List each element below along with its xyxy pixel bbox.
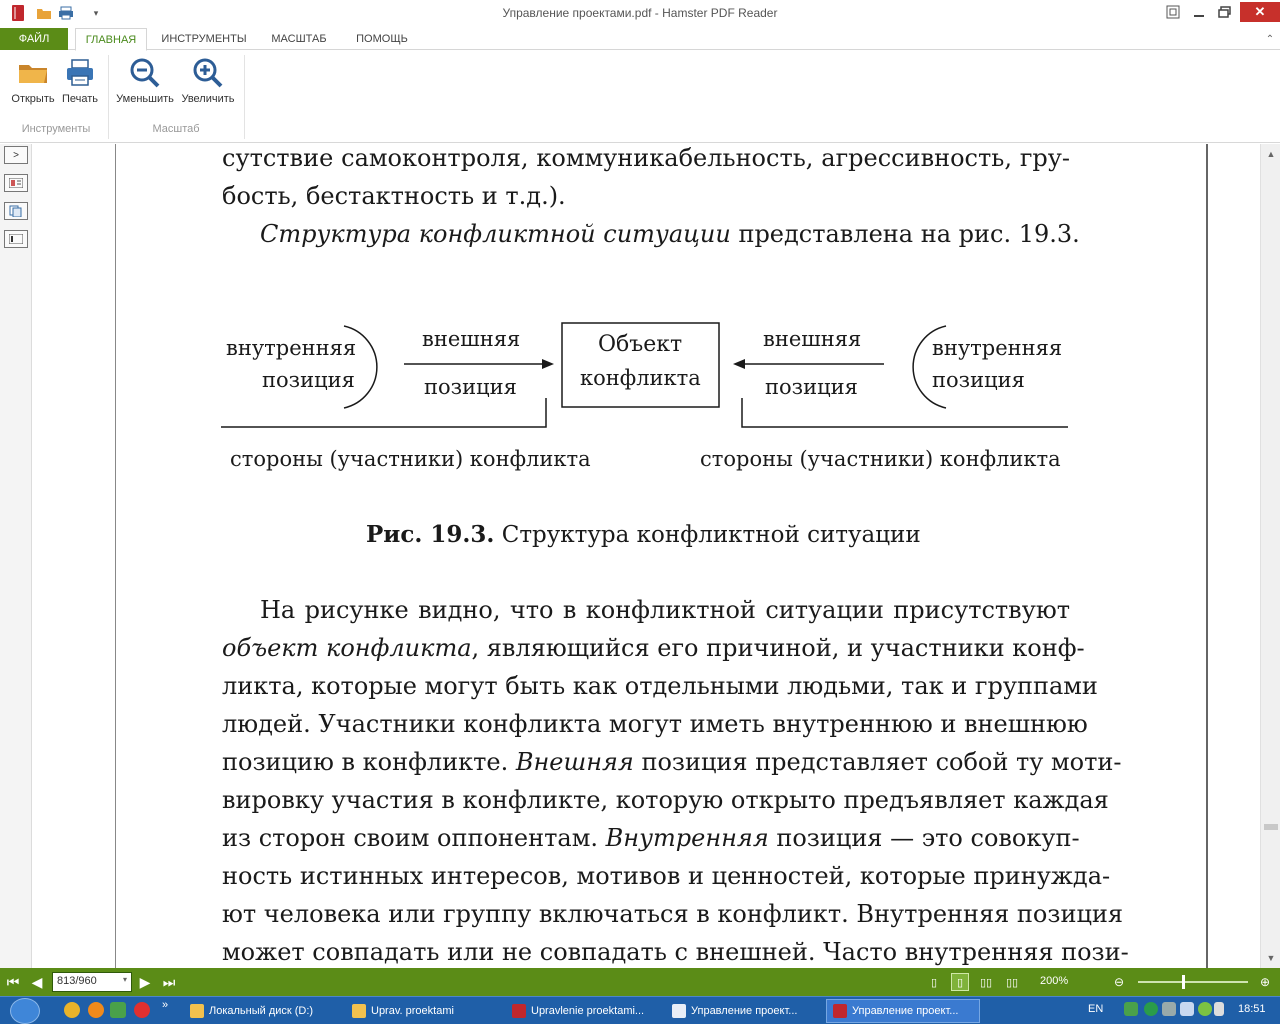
text-line: На рисунке видно, что в конфликтной ситуации присутствуют	[260, 596, 1070, 624]
network-icon[interactable]	[1214, 1002, 1224, 1016]
tray-icon[interactable]	[1162, 1002, 1176, 1016]
left-parties-bracket	[221, 398, 546, 427]
text-line: ность истинных интересов, мотивов и ценностей, которые принужда-	[222, 862, 1111, 890]
task-local-disk[interactable]	[184, 999, 340, 1023]
zoom-plus-icon[interactable]: ⊕	[1259, 975, 1271, 989]
diagram-label: Объект	[598, 332, 683, 357]
text-fragment: позиция представляет собой ту моти-	[633, 748, 1122, 776]
zoom-slider-thumb[interactable]	[1182, 975, 1185, 989]
diagram-label: внешняя	[763, 327, 862, 351]
title-bar	[0, 0, 1280, 27]
collapse-ribbon-icon[interactable]: ⌃	[1265, 33, 1275, 45]
task-upravlenie[interactable]	[506, 999, 662, 1023]
yandex-icon[interactable]	[134, 1002, 150, 1018]
right-parties-bracket	[742, 398, 1068, 427]
text-line: бость, бестактность и т.д.).	[222, 182, 566, 210]
page-dropdown-icon[interactable]: ▾	[122, 975, 127, 984]
more-icon[interactable]: »	[162, 999, 169, 1011]
two-page-view-icon[interactable]: ▯▯	[979, 976, 993, 989]
task-hamster-pdf[interactable]	[826, 999, 980, 1023]
text-line	[222, 748, 1122, 776]
text-line: может совпадать или не совпадать с внешней. Часто внутренняя пози-	[222, 938, 1129, 966]
tab-zoom[interactable]: МАСШТАБ	[271, 33, 327, 45]
taskbar	[0, 996, 1280, 1024]
pages-icon[interactable]	[4, 202, 28, 220]
right-arrow-head	[733, 359, 745, 369]
text-fragment: позиция — это совокуп-	[768, 824, 1080, 852]
italic-term: Структура конфликтной ситуации	[260, 220, 731, 248]
task-label: Управление проект...	[852, 1005, 959, 1017]
group-tools-label: Инструменты	[21, 123, 91, 135]
pdf-page	[115, 144, 1208, 968]
text-fragment: представлена на рис. 19.3.	[730, 220, 1080, 248]
vertical-scrollbar[interactable]	[1260, 144, 1280, 968]
zoom-out-label: Уменьшить	[116, 93, 174, 105]
folder-icon	[190, 1004, 204, 1018]
two-page-continuous-view-icon[interactable]: ▯▯	[1005, 976, 1019, 989]
window-title: Управление проектами.pdf - Hamster PDF Reader	[502, 6, 778, 20]
continuous-view-icon[interactable]: ▯	[951, 973, 969, 991]
page-number-value: 813/960	[57, 975, 97, 987]
task-uprav-folder[interactable]	[346, 999, 502, 1023]
printer-icon	[64, 57, 96, 89]
text-fragment: , являющийся его причиной, и участники конф-	[471, 634, 1085, 662]
zoom-level: 200%	[1040, 975, 1069, 987]
print-button[interactable]	[58, 57, 102, 109]
diagram-label: внешняя	[422, 327, 521, 351]
folder-icon	[352, 1004, 366, 1018]
next-page-icon[interactable]: ▶	[139, 973, 151, 990]
tray-app-icon[interactable]	[1124, 1002, 1138, 1016]
tab-tools[interactable]: ИНСТРУМЕНТЫ	[161, 33, 247, 45]
text-line	[260, 220, 1080, 248]
prev-page-icon[interactable]: ◀	[31, 973, 43, 990]
menu-bar	[0, 28, 1280, 50]
figure-caption	[366, 521, 921, 549]
diagram-label: позиция	[932, 368, 1025, 392]
text-fragment: из сторон своим оппонентам.	[222, 824, 606, 852]
scroll-up-icon[interactable]: ▲	[1266, 149, 1276, 159]
diagram-label: позиция	[424, 375, 517, 399]
text-line: вировку участия в конфликте, которую открыто предъявляет каждая	[222, 786, 1109, 814]
diagram-label: позиция	[262, 368, 355, 392]
task-label: Uprav. proektami	[371, 1005, 454, 1017]
text-line: ликта, которые могут быть как отдельными людьми, так и группами	[222, 672, 1098, 700]
diagram-label: позиция	[765, 375, 858, 399]
quick-access-dropdown-icon[interactable]: ▾	[93, 7, 99, 18]
group-zoom-label: Масштаб	[152, 123, 200, 135]
flag-icon[interactable]	[1180, 1002, 1194, 1016]
zoom-out-icon	[129, 57, 161, 89]
check-icon[interactable]	[1144, 1002, 1158, 1016]
close-icon[interactable]: ✕	[1240, 2, 1280, 22]
print-label: Печать	[61, 93, 99, 105]
caption-number: Рис. 19.3.	[366, 521, 495, 548]
group-separator	[244, 55, 245, 139]
open-button[interactable]	[8, 57, 58, 109]
caption-text: Структура конфликтной ситуации	[494, 522, 921, 548]
zoom-out-button[interactable]	[112, 57, 178, 109]
maximize-icon[interactable]	[1212, 2, 1238, 22]
status-bar	[0, 968, 1280, 996]
zoom-in-button[interactable]	[178, 57, 238, 109]
clock[interactable]: 18:51	[1238, 1003, 1266, 1015]
start-button[interactable]	[10, 998, 40, 1024]
ribbon	[0, 51, 1280, 143]
chrome-icon[interactable]	[64, 1002, 80, 1018]
italic-term: объект конфликта	[222, 634, 472, 662]
task-label: Локальный диск (D:)	[209, 1005, 314, 1017]
diagram-label: внутренняя	[226, 336, 357, 360]
text-line: сутствие самоконтроля, коммуникабельность, агрессивность, гру-	[222, 144, 1070, 172]
open-label: Открыть	[11, 93, 55, 105]
last-page-icon[interactable]: ⏭	[162, 973, 176, 990]
document-icon	[672, 1004, 686, 1018]
language-indicator[interactable]: EN	[1088, 1003, 1104, 1015]
minimize-icon[interactable]	[1186, 2, 1212, 22]
diagram-label: стороны (участники) конфликта	[700, 447, 1061, 471]
tab-home[interactable]: ГЛАВНАЯ	[75, 28, 147, 51]
left-arrow-head	[542, 359, 554, 369]
italic-term: Внутренняя	[605, 824, 769, 852]
diagram-label: стороны (участники) конфликта	[230, 447, 591, 471]
mail-icon[interactable]	[88, 1002, 104, 1018]
scroll-down-icon[interactable]: ▼	[1266, 953, 1276, 963]
info-icon[interactable]	[1198, 1002, 1212, 1016]
thumbnails-icon[interactable]	[4, 174, 28, 192]
zoom-in-label: Увеличить	[181, 93, 235, 105]
side-panel	[0, 144, 32, 968]
diagram-label: конфликта	[580, 366, 701, 390]
text-fragment: позицию в конфликте.	[222, 748, 516, 776]
document-viewer[interactable]	[33, 144, 1260, 968]
text-line: людей. Участники конфликта могут иметь внутреннюю и внешнюю	[222, 710, 1088, 738]
single-page-view-icon[interactable]: ▯	[930, 976, 938, 989]
first-page-icon[interactable]: ⏮	[6, 973, 20, 990]
zoom-slider-track[interactable]	[1138, 981, 1248, 983]
text-line	[222, 634, 1085, 662]
scroll-thumb[interactable]	[1264, 824, 1278, 830]
text-line: ют человека или группу включаться в конфликт. Внутренняя позиция	[222, 900, 1124, 928]
italic-term: Внешняя	[515, 748, 634, 776]
group-separator	[108, 55, 109, 139]
pdf-reader-icon	[833, 1004, 847, 1018]
bookmarks-icon[interactable]	[4, 230, 28, 248]
task-label: Upravlenie proektami...	[531, 1005, 645, 1017]
expand-panel-icon[interactable]: >	[4, 146, 28, 164]
app-icon[interactable]	[110, 1002, 126, 1018]
task-label: Управление проект...	[691, 1005, 798, 1017]
pdf-icon	[512, 1004, 526, 1018]
file-menu[interactable]: ФАЙЛ	[0, 28, 68, 50]
tab-help[interactable]: ПОМОЩЬ	[356, 33, 408, 45]
zoom-in-icon	[192, 57, 224, 89]
page-number-field[interactable]	[52, 972, 132, 992]
diagram-label: внутренняя	[932, 336, 1063, 360]
open-folder-icon	[17, 57, 49, 89]
task-word-doc[interactable]	[666, 999, 822, 1023]
zoom-minus-icon[interactable]: ⊖	[1113, 975, 1125, 989]
text-line	[222, 824, 1080, 852]
restore-icon[interactable]	[1162, 2, 1184, 22]
